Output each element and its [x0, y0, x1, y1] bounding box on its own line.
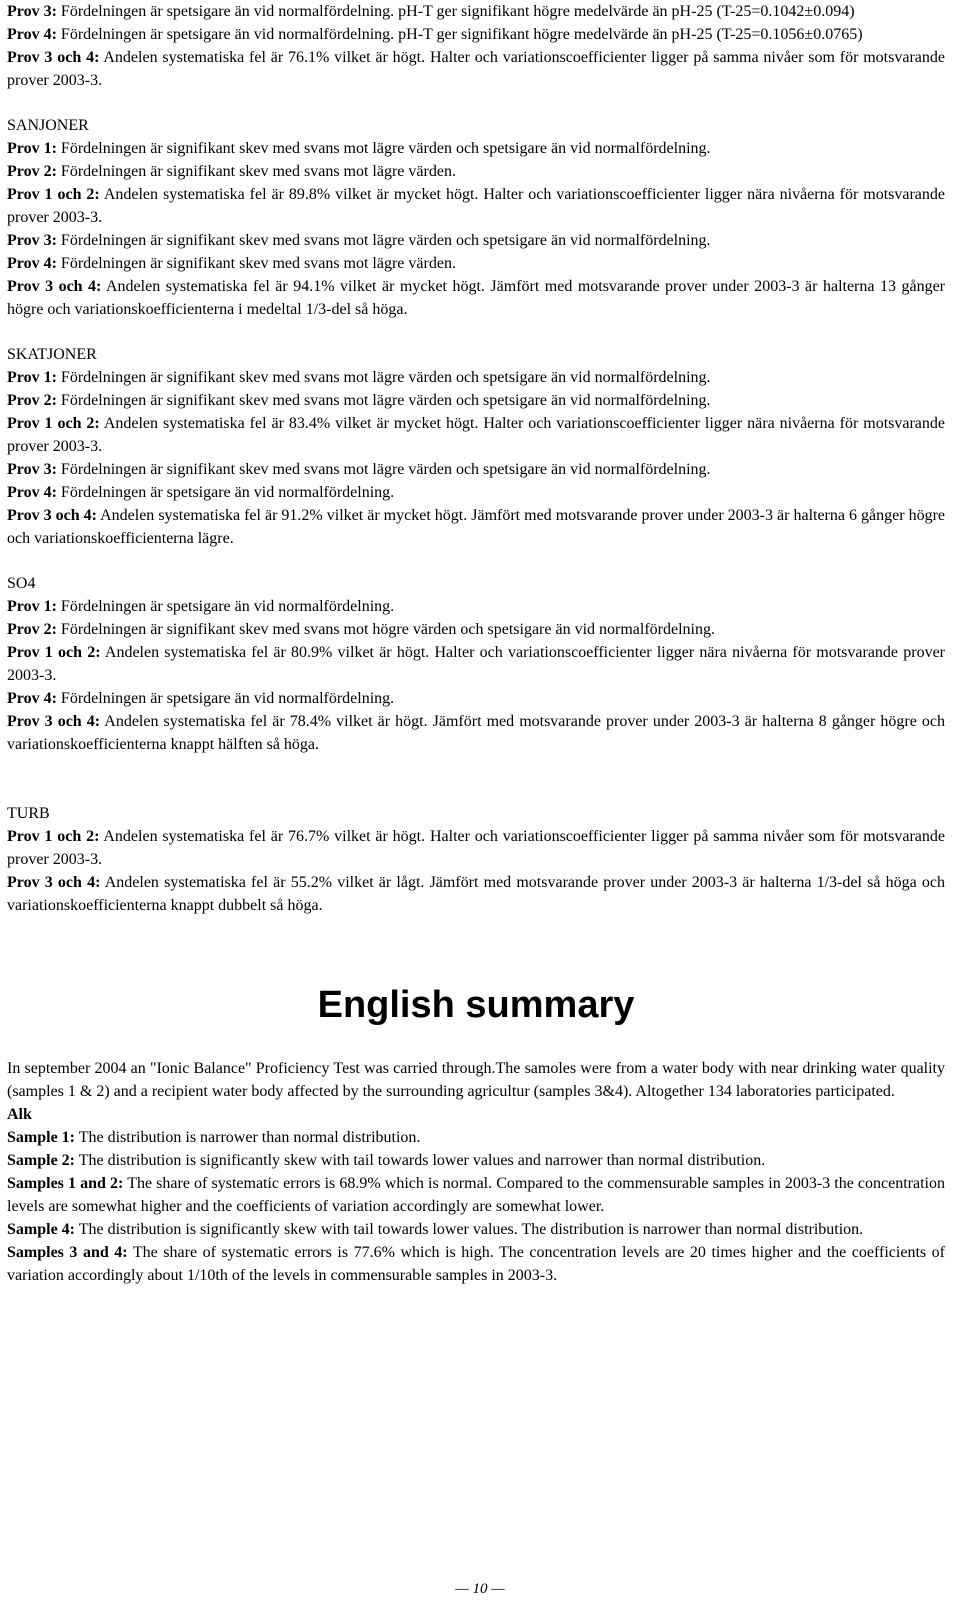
- paragraph: Prov 1 och 2: Andelen systematiska fel är 83.4% vilket är mycket högt. Halter och variationscoefficienter ligger nära nivåerna för motsvarande prover 2003-3.: [7, 415, 945, 455]
- paragraph: Prov 1 och 2: Andelen systematiska fel är 89.8% vilket är mycket högt. Halter och variationscoefficienter ligger nära nivåerna för motsvarande prover 2003-3.: [7, 186, 945, 226]
- paragraph: Prov 1: Fördelningen är signifikant skev med svans mot lägre värden och spetsigare än vid normalfördelning.: [7, 140, 711, 157]
- paragraph: Samples 1 and 2: The share of systematic errors is 68.9% which is normal. Compared to the commensurable samples in 2003-3 the concentration levels are somewhat higher and the coefficients of variation accordingly are somewhat lower.: [7, 1175, 945, 1215]
- paragraph: Sample 1: The distribution is narrower than normal distribution.: [7, 1129, 421, 1146]
- paragraph: In september 2004 an "Ionic Balance" Proficiency Test was carried through.The samoles were from a water body with near drinking water quality (samples 1 & 2) and a recipient water body affected by the surrounding agricultur (samples 3&4). Altogether 134 laboratories participated.: [7, 1060, 945, 1100]
- paragraph: Sample 2: The distribution is significantly skew with tail towards lower values and narrower than normal distribution.: [7, 1152, 766, 1169]
- paragraph: Prov 3 och 4: Andelen systematiska fel är 94.1% vilket är mycket högt. Jämfört med motsvarande prover under 2003-3 är halterna 13 gånger högre och variationskoefficienterna i medeltal 1/3-del så höga.: [7, 278, 945, 318]
- paragraph: Prov 4: Fördelningen är spetsigare än vid normalfördelning.: [7, 690, 395, 707]
- intro-block: [7, 0, 945, 92]
- page-number: — 10 —: [455, 1581, 505, 1597]
- section-heading: SO4: [7, 575, 36, 592]
- english-summary-body: [7, 1057, 945, 1287]
- english-summary-title: English summary: [317, 984, 635, 1026]
- section-turb: [7, 802, 945, 917]
- paragraph: Samples 3 and 4: The share of systematic errors is 77.6% which is high. The concentration levels are 20 times higher and the coefficients of variation accordingly about 1/10th of the levels in commensurable samples in 2003-3.: [7, 1244, 945, 1284]
- paragraph: Prov 2: Fördelningen är signifikant skev med svans mot högre värden och spetsigare än vid normalfördelning.: [7, 621, 715, 638]
- paragraph: Prov 3: Fördelningen är signifikant skev med svans mot lägre värden och spetsigare än vid normalfördelning.: [7, 461, 711, 478]
- paragraph: Prov 4: Fördelningen är spetsigare än vid normalfördelning.: [7, 484, 395, 501]
- paragraph: Prov 4: Fördelningen är signifikant skev med svans mot lägre värden.: [7, 255, 456, 272]
- paragraph: Prov 1 och 2: Andelen systematiska fel är 76.7% vilket är högt. Halter och variationscoefficienter ligger på samma nivåer som för motsvarande prover 2003-3.: [7, 828, 945, 868]
- paragraph: Prov 3 och 4: Andelen systematiska fel är 91.2% vilket är mycket högt. Jämfört med motsvarande prover under 2003-3 är halterna 6 gånger högre och variationskoefficienterna lägre.: [7, 507, 945, 547]
- paragraph: Prov 2: Fördelningen är signifikant skev med svans mot lägre värden och spetsigare än vid normalfördelning.: [7, 392, 711, 409]
- paragraph: Sample 4: The distribution is significantly skew with tail towards lower values. The distribution is narrower than normal distribution.: [7, 1221, 864, 1238]
- paragraph: Prov 3 och 4: Andelen systematiska fel är 55.2% vilket är lågt. Jämfört med motsvarande prover under 2003-3 är halterna 1/3-del så höga och variationskoefficienterna knappt dubbelt så höga.: [7, 874, 945, 914]
- paragraph: Prov 3 och 4: Andelen systematiska fel är 76.1% vilket är högt. Halter och variationscoefficienter ligger på samma nivåer som för motsvarande prover 2003-3.: [7, 49, 945, 89]
- subheading: Alk: [7, 1106, 32, 1123]
- paragraph: Prov 3: Fördelningen är signifikant skev med svans mot lägre värden och spetsigare än vid normalfördelning.: [7, 232, 711, 249]
- section-skatjoner: [7, 343, 945, 550]
- section-heading: TURB: [7, 805, 50, 822]
- document-page: [7, 0, 945, 1287]
- section-so4: [7, 572, 945, 756]
- paragraph: Prov 1 och 2: Andelen systematiska fel är 80.9% vilket är högt. Halter och variationscoefficienter ligger nära nivåerna för motsvarande prover 2003-3.: [7, 644, 945, 684]
- paragraph: Prov 3: Fördelningen är spetsigare än vid normalfördelning. pH-T ger signifikant högre medelvärde än pH-25 (T-25=0.1042±0.094): [7, 3, 855, 20]
- paragraph: Prov 1: Fördelningen är signifikant skev med svans mot lägre värden och spetsigare än vid normalfördelning.: [7, 369, 711, 386]
- section-heading: SANJONER: [7, 117, 89, 134]
- paragraph: Prov 3 och 4: Andelen systematiska fel är 78.4% vilket är högt. Jämfört med motsvarande prover under 2003-3 är halterna 8 gånger högre och variationskoefficienterna knappt hälften så höga.: [7, 713, 945, 753]
- section-heading: SKATJONER: [7, 346, 97, 363]
- paragraph: Prov 1: Fördelningen är spetsigare än vid normalfördelning.: [7, 598, 395, 615]
- paragraph: Prov 2: Fördelningen är signifikant skev med svans mot lägre värden.: [7, 163, 456, 180]
- section-sanjoner: [7, 114, 945, 321]
- paragraph: Prov 4: Fördelningen är spetsigare än vid normalfördelning. pH-T ger signifikant högre medelvärde än pH-25 (T-25=0.1056±0.0765): [7, 26, 863, 43]
